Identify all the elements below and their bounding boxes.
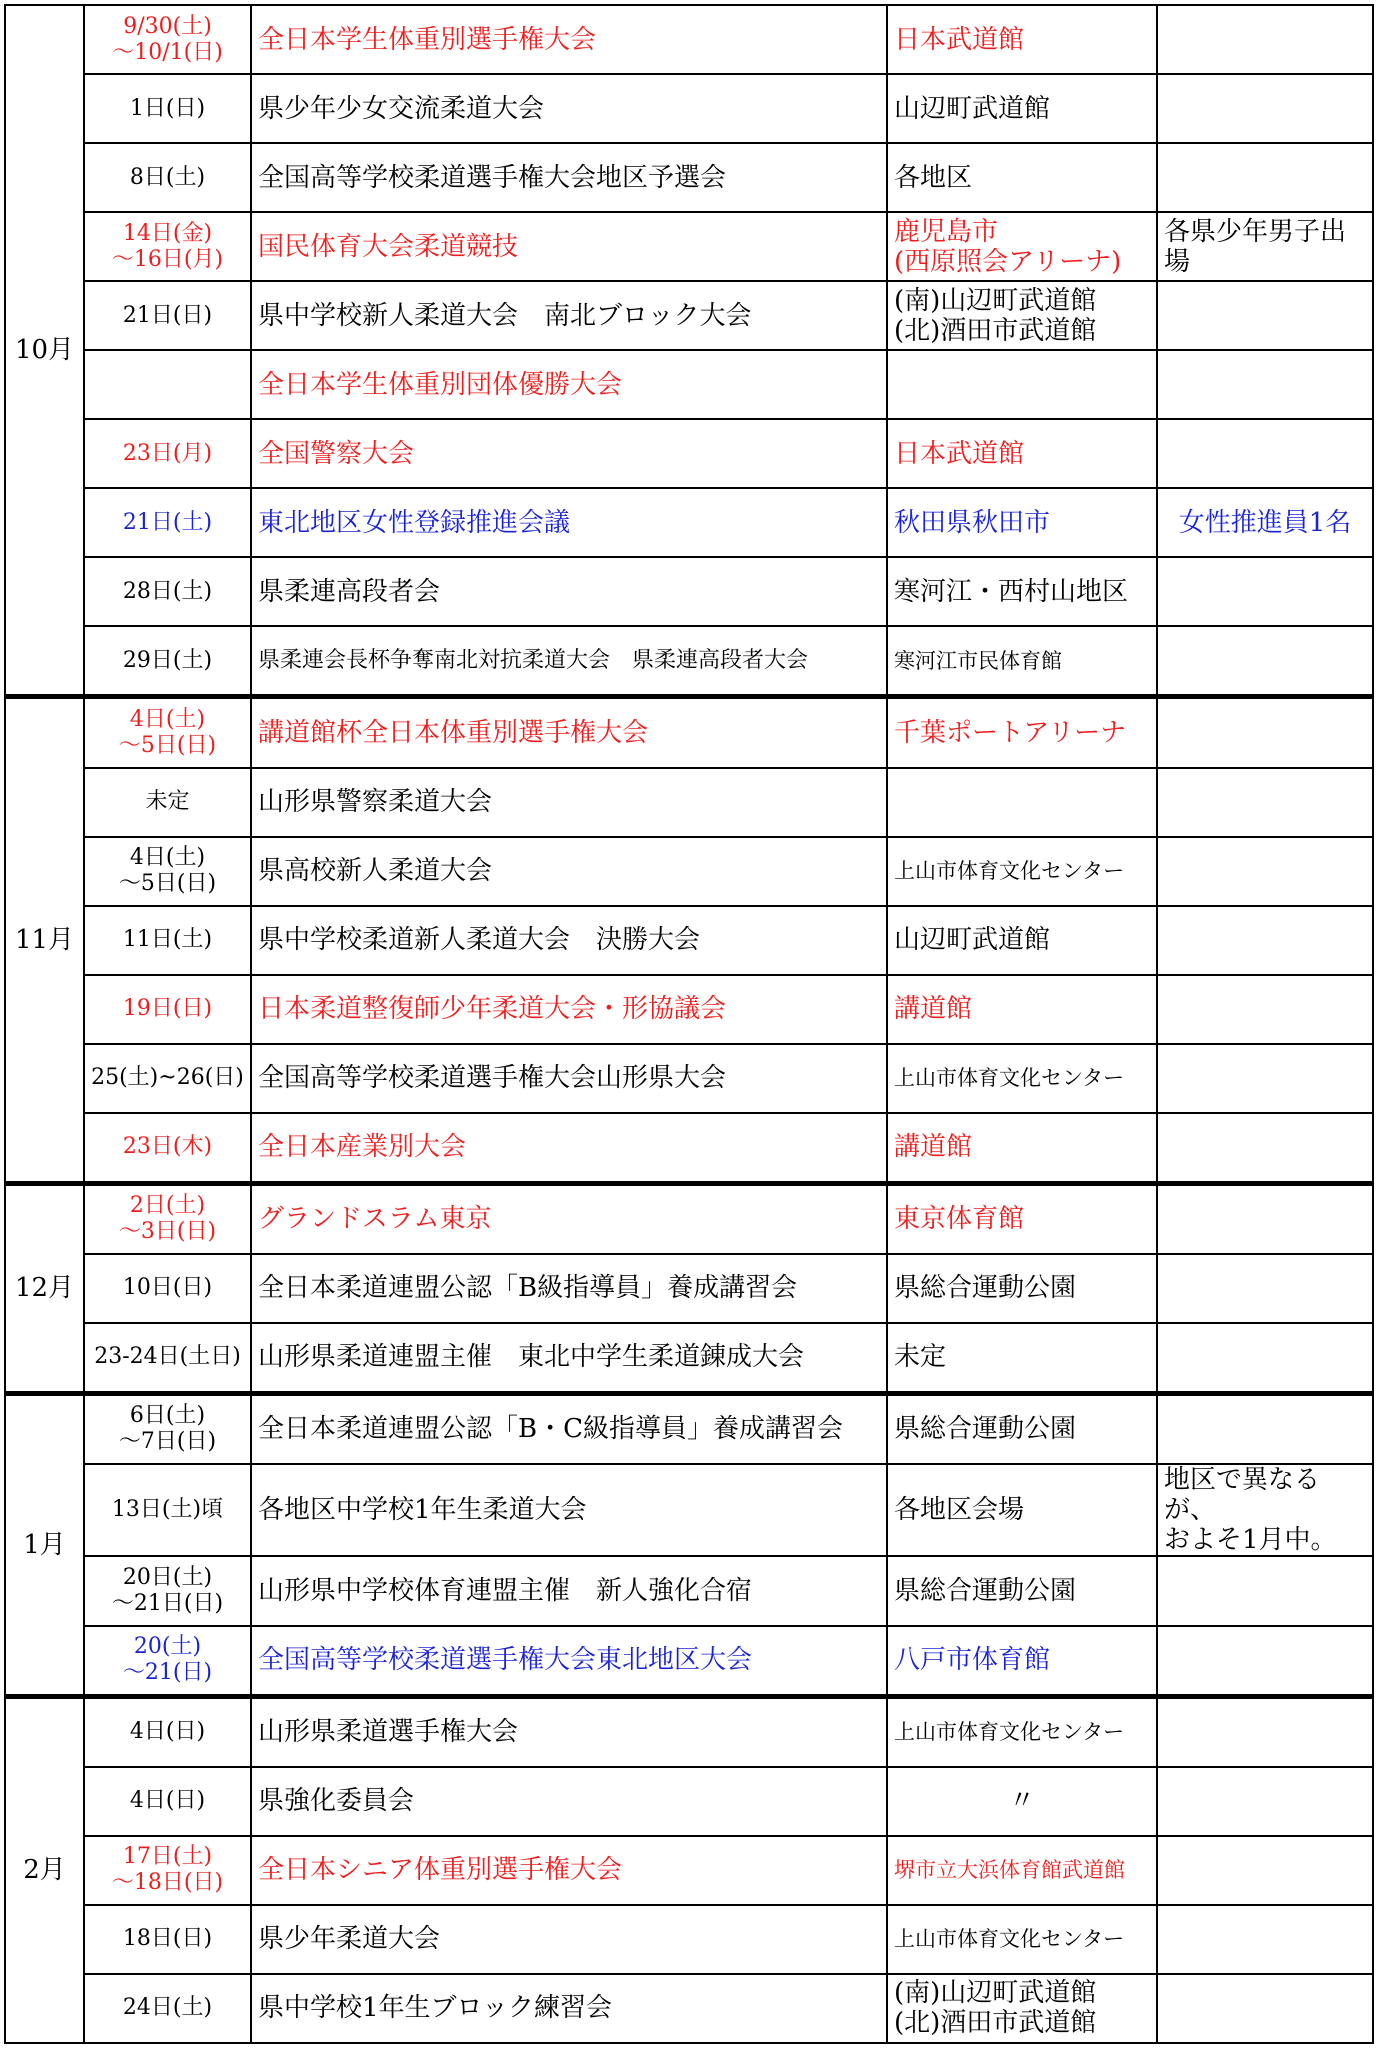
event-date-line: ～3日(日)	[118, 1219, 217, 1245]
event-name: 全日本学生体重別団体優勝大会	[251, 350, 887, 419]
event-note	[1157, 212, 1373, 281]
event-name: 日本柔道整復師少年柔道大会・形協議会	[251, 975, 887, 1044]
event-note	[1157, 1393, 1373, 1464]
event-note	[1157, 1323, 1373, 1394]
schedule-row	[5, 74, 1373, 143]
event-venue-line: 各地区	[894, 162, 973, 193]
event-date	[84, 1626, 251, 1697]
event-name: 県高校新人柔道大会	[251, 837, 887, 906]
event-note	[1157, 74, 1373, 143]
event-date-line: 18日(日)	[122, 1926, 213, 1952]
event-name: 講道館杯全日本体重別選手権大会	[251, 697, 887, 768]
event-date	[84, 143, 251, 212]
event-venue-line: 未定	[894, 1342, 947, 1373]
schedule-row	[5, 1767, 1373, 1836]
event-date	[84, 281, 251, 350]
event-date	[84, 1044, 251, 1113]
event-venue	[887, 143, 1157, 212]
event-venue-line: 県総合運動公園	[894, 1414, 1077, 1445]
event-venue	[887, 488, 1157, 557]
event-date-line: 25(土)~26(日)	[91, 1065, 244, 1091]
event-date-line: ～21日(日)	[111, 1590, 224, 1616]
event-venue-line: 山辺町武道館	[894, 925, 1051, 956]
event-note	[1157, 1183, 1373, 1254]
event-note	[1157, 1767, 1373, 1836]
schedule-row	[5, 419, 1373, 488]
event-date	[84, 1113, 251, 1184]
event-name: 県中学校新人柔道大会 南北ブロック大会	[251, 281, 887, 350]
event-name: 県柔連高段者会	[251, 557, 887, 626]
event-date	[84, 212, 251, 281]
event-date-line: 29日(土)	[122, 647, 213, 673]
event-note	[1157, 1974, 1373, 2043]
event-date-line: 21日(日)	[122, 302, 213, 328]
event-note	[1157, 906, 1373, 975]
event-note	[1157, 419, 1373, 488]
event-name: 東北地区女性登録推進会議	[251, 488, 887, 557]
schedule-row	[5, 1696, 1373, 1767]
event-note-line: 地区で異なるが、	[1164, 1465, 1321, 1526]
schedule-row	[5, 837, 1373, 906]
event-venue-line: (南)山辺町武道館	[894, 285, 1097, 316]
event-date	[84, 1974, 251, 2043]
event-date-line: 14日(金)	[122, 220, 213, 246]
event-note	[1157, 1464, 1373, 1556]
event-note	[1157, 143, 1373, 212]
event-date	[84, 5, 251, 74]
event-date-line: 19日(日)	[122, 996, 213, 1022]
event-name: 県中学校1年生ブロック練習会	[251, 1974, 887, 2043]
schedule-table	[4, 4, 1374, 2044]
event-date-line: 10日(日)	[122, 1275, 213, 1301]
event-date-line: 28日(土)	[122, 578, 213, 604]
event-venue-line: 上山市体育文化センター	[894, 1720, 1125, 1745]
event-venue	[887, 557, 1157, 626]
event-venue-line: 鹿児島市	[894, 216, 999, 247]
event-date-line: 4日(日)	[129, 1719, 206, 1745]
event-venue-line: 県総合運動公園	[894, 1575, 1077, 1606]
event-venue-line: 各地区会場	[894, 1495, 1025, 1526]
event-date-line: 23日(木)	[122, 1134, 213, 1160]
event-name: 全国高等学校柔道選手権大会山形県大会	[251, 1044, 887, 1113]
event-date	[84, 419, 251, 488]
event-venue-line: 寒河江市民体育館	[894, 648, 1062, 673]
schedule-row	[5, 1464, 1373, 1556]
event-date-line: 9/30(土)	[123, 13, 212, 39]
event-venue	[887, 1464, 1157, 1556]
event-venue	[887, 1905, 1157, 1974]
event-venue	[887, 74, 1157, 143]
event-note	[1157, 626, 1373, 697]
event-venue	[887, 906, 1157, 975]
schedule-row	[5, 768, 1373, 837]
event-date-line: 4日(土)	[129, 706, 206, 732]
event-date	[84, 1556, 251, 1625]
event-date	[84, 74, 251, 143]
event-date-line: 24日(土)	[122, 1995, 213, 2021]
event-date-line: ～18日(日)	[111, 1870, 224, 1896]
event-name: 全日本シニア体重別選手権大会	[251, 1836, 887, 1905]
schedule-row	[5, 1556, 1373, 1625]
event-date-line: ～10/1(日)	[112, 39, 223, 65]
event-note	[1157, 350, 1373, 419]
event-venue-line: 〃	[1008, 1786, 1035, 1817]
event-venue-line: 秋田県秋田市	[894, 507, 1051, 538]
event-venue-line: (北)酒田市武道館	[894, 315, 1097, 346]
event-date-line: 23日(月)	[122, 440, 213, 466]
event-name: 山形県中学校体育連盟主催 新人強化合宿	[251, 1556, 887, 1625]
event-venue	[887, 350, 1157, 419]
event-note	[1157, 1254, 1373, 1323]
schedule-row	[5, 1044, 1373, 1113]
event-date	[84, 557, 251, 626]
event-name: 国民体育大会柔道競技	[251, 212, 887, 281]
schedule-row	[5, 281, 1373, 350]
event-venue	[887, 281, 1157, 350]
event-date-line: 8日(土)	[129, 164, 206, 190]
event-date-line: 1日(日)	[129, 95, 206, 121]
event-date-line: ～21(日)	[122, 1660, 213, 1686]
event-name: 県中学校柔道新人柔道大会 決勝大会	[251, 906, 887, 975]
event-date-line: 23-24日(土日)	[94, 1344, 241, 1370]
event-date-line: 6日(土)	[129, 1403, 206, 1429]
event-date	[84, 1254, 251, 1323]
event-note	[1157, 281, 1373, 350]
schedule-row	[5, 975, 1373, 1044]
schedule-row	[5, 557, 1373, 626]
month-label: 12月	[5, 1183, 84, 1393]
event-name: 山形県柔道連盟主催 東北中学生柔道錬成大会	[251, 1323, 887, 1394]
event-name: 全国高等学校柔道選手権大会地区予選会	[251, 143, 887, 212]
schedule-row	[5, 5, 1373, 74]
event-venue	[887, 5, 1157, 74]
event-date	[84, 350, 251, 419]
event-date	[84, 1767, 251, 1836]
schedule-row	[5, 1393, 1373, 1464]
event-venue	[887, 697, 1157, 768]
event-note	[1157, 1044, 1373, 1113]
event-venue-line: 上山市体育文化センター	[894, 1066, 1125, 1091]
event-date-line: ～5日(日)	[118, 871, 217, 897]
month-label: 2月	[5, 1696, 84, 2043]
schedule-row	[5, 1113, 1373, 1184]
month-label: 1月	[5, 1393, 84, 1696]
event-date	[84, 488, 251, 557]
event-venue	[887, 1696, 1157, 1767]
event-venue-line: 東京体育館	[894, 1204, 1025, 1235]
event-date-line: ～5日(日)	[118, 732, 217, 758]
event-note-line: 女性推進員1名	[1178, 507, 1352, 538]
event-venue	[887, 837, 1157, 906]
event-date-line: 21日(土)	[122, 509, 213, 535]
month-label: 11月	[5, 697, 84, 1183]
event-note	[1157, 5, 1373, 74]
event-venue	[887, 1626, 1157, 1697]
event-date-line: 17日(土)	[122, 1844, 213, 1870]
event-venue-line: 千葉ポートアリーナ	[894, 717, 1127, 748]
event-name: 県少年少女交流柔道大会	[251, 74, 887, 143]
schedule-row	[5, 1254, 1373, 1323]
event-name: 全日本柔道連盟公認「B・C級指導員」養成講習会	[251, 1393, 887, 1464]
event-venue	[887, 975, 1157, 1044]
event-note	[1157, 1626, 1373, 1697]
event-note	[1157, 488, 1373, 557]
event-venue	[887, 419, 1157, 488]
schedule-row	[5, 1323, 1373, 1394]
event-venue	[887, 1044, 1157, 1113]
month-label: 10月	[5, 5, 84, 697]
event-name: 全日本柔道連盟公認「B級指導員」養成講習会	[251, 1254, 887, 1323]
event-date-line: ～7日(日)	[118, 1429, 217, 1455]
event-venue	[887, 1254, 1157, 1323]
event-venue-line: (西原照会アリーナ)	[894, 246, 1122, 277]
event-name: 各地区中学校1年生柔道大会	[251, 1464, 887, 1556]
event-note-line: およそ1月中。	[1164, 1525, 1337, 1556]
event-note	[1157, 697, 1373, 768]
event-venue-line: 日本武道館	[894, 438, 1025, 469]
event-venue	[887, 1556, 1157, 1625]
event-name: グランドスラム東京	[251, 1183, 887, 1254]
event-date	[84, 906, 251, 975]
event-name: 全国警察大会	[251, 419, 887, 488]
event-venue	[887, 1113, 1157, 1184]
event-venue-line: 寒河江・西村山地区	[894, 576, 1129, 607]
event-date-line: 4日(日)	[129, 1788, 206, 1814]
schedule-row	[5, 488, 1373, 557]
event-name: 全日本産業別大会	[251, 1113, 887, 1184]
event-venue	[887, 768, 1157, 837]
event-venue	[887, 1767, 1157, 1836]
event-venue-line: 上山市体育文化センター	[894, 1927, 1125, 1952]
event-date	[84, 1323, 251, 1394]
event-note-line: 場	[1164, 246, 1191, 277]
event-date	[84, 1905, 251, 1974]
schedule-row	[5, 1183, 1373, 1254]
event-note	[1157, 837, 1373, 906]
schedule-row	[5, 906, 1373, 975]
event-venue-line: 八戸市体育館	[894, 1645, 1051, 1676]
event-name: 全国高等学校柔道選手権大会東北地区大会	[251, 1626, 887, 1697]
event-date-line: 11日(土)	[122, 927, 213, 953]
event-note	[1157, 1836, 1373, 1905]
event-note	[1157, 975, 1373, 1044]
event-venue-line: 県総合運動公園	[894, 1273, 1077, 1304]
event-venue	[887, 1323, 1157, 1394]
event-date	[84, 1696, 251, 1767]
event-note	[1157, 768, 1373, 837]
event-note	[1157, 1696, 1373, 1767]
event-note	[1157, 557, 1373, 626]
event-date	[84, 975, 251, 1044]
event-venue-line: (南)山辺町武道館	[894, 1978, 1097, 2009]
event-date-line: 未定	[145, 789, 190, 815]
event-date	[84, 1836, 251, 1905]
event-date-line: 2日(土)	[129, 1193, 206, 1219]
event-name: 県柔連会長杯争奪南北対抗柔道大会 県柔連高段者大会	[251, 626, 887, 697]
schedule-row	[5, 1626, 1373, 1697]
event-venue-line: 講道館	[894, 1132, 973, 1163]
schedule-row	[5, 626, 1373, 697]
event-name: 山形県警察柔道大会	[251, 768, 887, 837]
event-venue-line: 山辺町武道館	[894, 93, 1051, 124]
event-date-line: 4日(土)	[129, 845, 206, 871]
event-venue-line: 上山市体育文化センター	[894, 859, 1125, 884]
event-date-line: 13日(土)頃	[111, 1497, 224, 1523]
event-venue	[887, 1974, 1157, 2043]
event-date	[84, 1183, 251, 1254]
event-date-line: 20(土)	[133, 1634, 202, 1660]
schedule-row	[5, 1905, 1373, 1974]
event-venue	[887, 626, 1157, 697]
event-date	[84, 837, 251, 906]
event-venue	[887, 1393, 1157, 1464]
event-date	[84, 626, 251, 697]
schedule-body	[5, 5, 1373, 2043]
event-venue-line: 講道館	[894, 994, 973, 1025]
schedule-row	[5, 212, 1373, 281]
schedule-row	[5, 1836, 1373, 1905]
event-note	[1157, 1556, 1373, 1625]
event-venue	[887, 1836, 1157, 1905]
event-venue-line: (北)酒田市武道館	[894, 2008, 1097, 2039]
event-date	[84, 1464, 251, 1556]
event-name: 県少年柔道大会	[251, 1905, 887, 1974]
event-venue-line: 堺市立大浜体育館武道館	[894, 1858, 1125, 1883]
event-venue	[887, 1183, 1157, 1254]
event-name: 山形県柔道選手権大会	[251, 1696, 887, 1767]
schedule-row	[5, 350, 1373, 419]
event-date-line: 20日(土)	[122, 1564, 213, 1590]
event-venue	[887, 212, 1157, 281]
event-date	[84, 697, 251, 768]
event-name: 全日本学生体重別選手権大会	[251, 5, 887, 74]
event-note	[1157, 1905, 1373, 1974]
schedule-row	[5, 1974, 1373, 2043]
event-date	[84, 768, 251, 837]
schedule-row	[5, 143, 1373, 212]
event-name: 県強化委員会	[251, 1767, 887, 1836]
event-note-line: 各県少年男子出	[1164, 216, 1347, 247]
event-note	[1157, 1113, 1373, 1184]
event-date-line: ～16日(月)	[111, 246, 224, 272]
event-venue-line: 日本武道館	[894, 24, 1025, 55]
event-date	[84, 1393, 251, 1464]
schedule-row	[5, 697, 1373, 768]
